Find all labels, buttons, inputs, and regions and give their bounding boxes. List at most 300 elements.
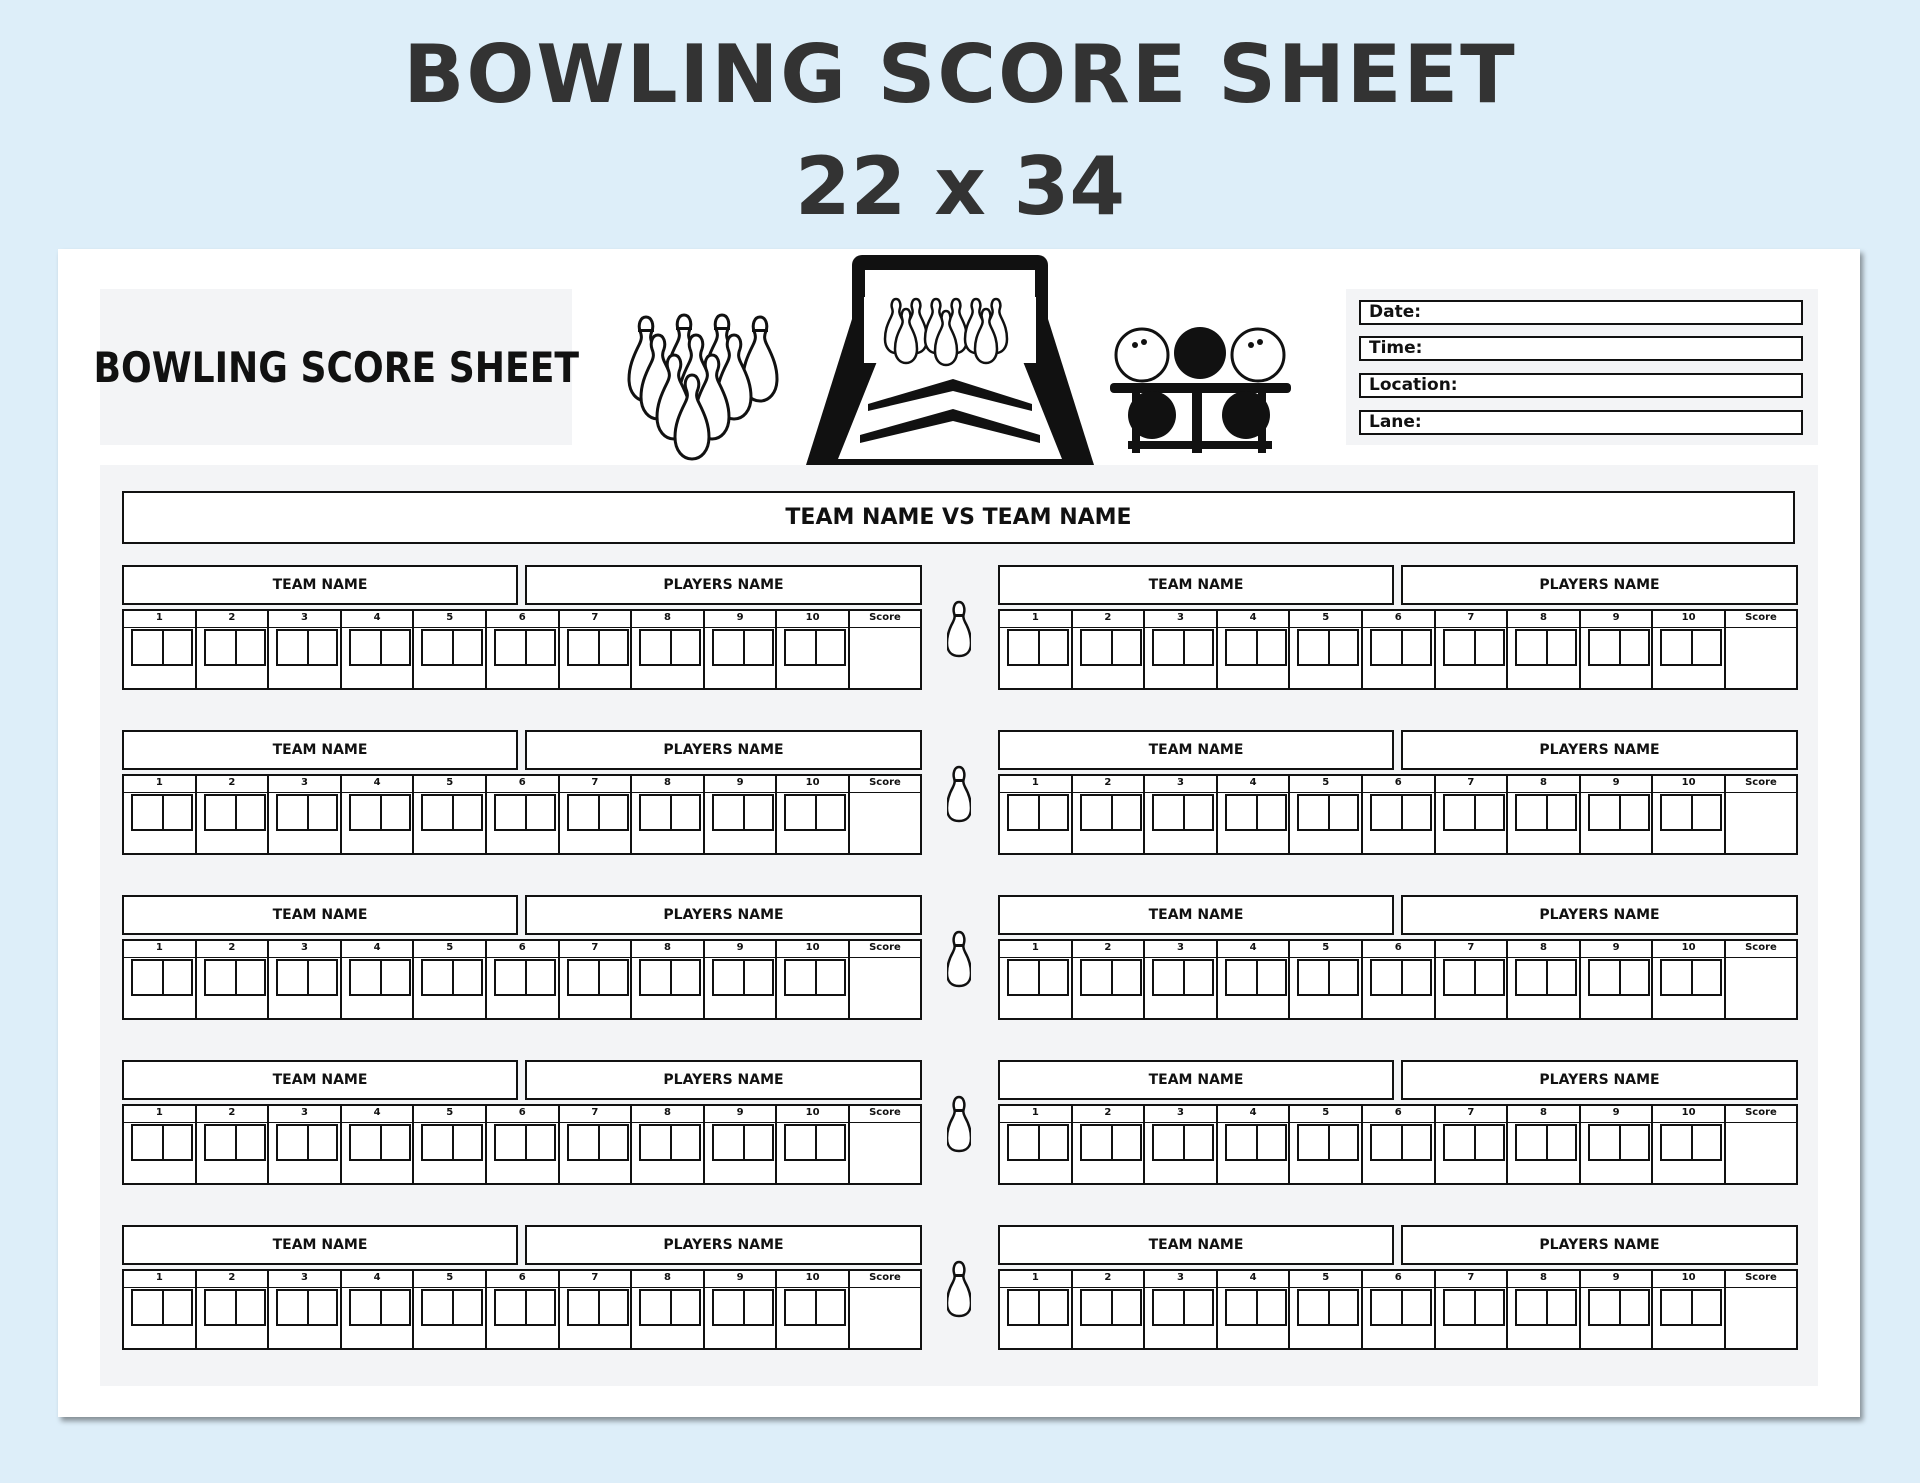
ball-boxes[interactable] — [1588, 629, 1650, 666]
frame-10[interactable] — [1653, 1106, 1726, 1183]
frame-1[interactable] — [1000, 611, 1073, 688]
frame-1[interactable] — [1000, 941, 1073, 1018]
ball-boxes[interactable] — [276, 959, 338, 996]
frame-6[interactable] — [487, 1271, 560, 1348]
total-score-cell[interactable] — [1726, 776, 1796, 853]
frame-3[interactable] — [269, 1106, 342, 1183]
frame-4[interactable] — [342, 941, 415, 1018]
ball-boxes[interactable] — [494, 794, 556, 831]
frame-8[interactable] — [1508, 611, 1581, 688]
frame-divider — [1653, 792, 1724, 793]
frame-number: 5 — [446, 942, 454, 953]
ball-boxes[interactable] — [1370, 1289, 1432, 1326]
frame-4[interactable] — [1218, 776, 1291, 853]
frame-4[interactable] — [1218, 611, 1291, 688]
frame-divider — [560, 627, 631, 628]
frame-8[interactable] — [1508, 941, 1581, 1018]
frame-6[interactable] — [487, 776, 560, 853]
ball-boxes[interactable] — [276, 1289, 338, 1326]
ball-boxes[interactable] — [1515, 794, 1577, 831]
ball-boxes[interactable] — [639, 629, 701, 666]
frame-8[interactable] — [632, 941, 705, 1018]
ball-boxes[interactable] — [349, 1289, 411, 1326]
ball-boxes[interactable] — [131, 794, 193, 831]
frame-10[interactable] — [777, 941, 850, 1018]
ball-boxes[interactable] — [1515, 1289, 1577, 1326]
ball-boxes[interactable] — [1443, 794, 1505, 831]
ball-boxes[interactable] — [421, 1289, 483, 1326]
frame-divider — [705, 627, 776, 628]
frame-3[interactable] — [1145, 1106, 1218, 1183]
frame-10[interactable] — [777, 776, 850, 853]
total-score-cell[interactable] — [1726, 611, 1796, 688]
frame-2[interactable] — [1073, 1106, 1146, 1183]
ball-boxes[interactable] — [1007, 1289, 1069, 1326]
ball-boxes[interactable] — [1152, 959, 1214, 996]
team-name-field[interactable]: TEAM NAME — [998, 1060, 1394, 1100]
ball-boxes[interactable] — [567, 794, 629, 831]
frame-6[interactable] — [487, 1106, 560, 1183]
sheet-title: BOWLING SCORE SHEET — [93, 342, 579, 392]
ball-boxes[interactable] — [1443, 629, 1505, 666]
ball-boxes[interactable] — [1515, 959, 1577, 996]
frame-divider — [1290, 627, 1361, 628]
frame-2[interactable] — [197, 611, 270, 688]
players-name-field[interactable]: PLAYERS NAME — [1401, 565, 1798, 605]
ball-boxes[interactable] — [131, 629, 193, 666]
frame-5[interactable] — [414, 611, 487, 688]
frame-7[interactable] — [1436, 776, 1509, 853]
ball-boxes[interactable] — [1152, 629, 1214, 666]
ball-boxes[interactable] — [204, 794, 266, 831]
frame-2[interactable] — [197, 776, 270, 853]
frame-number: 9 — [1612, 942, 1620, 953]
team-name-field[interactable]: TEAM NAME — [998, 895, 1394, 935]
ball-boxes[interactable] — [131, 1124, 193, 1161]
score-label: Score — [869, 942, 901, 953]
ball-boxes[interactable] — [1080, 794, 1142, 831]
frame-divider — [1508, 1122, 1579, 1123]
frame-2[interactable] — [197, 1106, 270, 1183]
frame-1[interactable] — [1000, 1106, 1073, 1183]
frame-9[interactable] — [1581, 941, 1654, 1018]
ball-boxes[interactable] — [494, 1124, 556, 1161]
frame-divider — [487, 957, 558, 958]
frame-4[interactable] — [1218, 1271, 1291, 1348]
ball-boxes[interactable] — [784, 959, 846, 996]
match-info-box — [1346, 289, 1818, 445]
frame-divider — [124, 792, 195, 793]
frame-8[interactable] — [632, 776, 705, 853]
ball-boxes[interactable] — [712, 629, 774, 666]
frame-4[interactable] — [342, 1106, 415, 1183]
frame-10[interactable] — [1653, 611, 1726, 688]
frame-9[interactable] — [705, 941, 778, 1018]
team-name-field[interactable]: TEAM NAME — [122, 1060, 518, 1100]
frame-3[interactable] — [1145, 941, 1218, 1018]
frame-divider — [632, 792, 703, 793]
frame-5[interactable] — [414, 1271, 487, 1348]
frame-number: 9 — [1612, 1272, 1620, 1283]
frame-divider — [1218, 1287, 1289, 1288]
ball-boxes[interactable] — [204, 959, 266, 996]
ball-boxes[interactable] — [639, 794, 701, 831]
frame-number: 5 — [446, 1272, 454, 1283]
frame-number: 1 — [1031, 612, 1039, 623]
frame-4[interactable] — [342, 776, 415, 853]
frame-1[interactable] — [1000, 1271, 1073, 1348]
frame-5[interactable] — [414, 941, 487, 1018]
frame-3[interactable] — [269, 611, 342, 688]
players-name-field[interactable]: PLAYERS NAME — [1401, 1060, 1798, 1100]
frame-1[interactable] — [124, 941, 197, 1018]
frame-9[interactable] — [1581, 611, 1654, 688]
ball-boxes[interactable] — [1370, 629, 1432, 666]
frame-2[interactable] — [1073, 611, 1146, 688]
ball-boxes[interactable] — [276, 794, 338, 831]
frame-divider — [1581, 1287, 1652, 1288]
frame-number: 7 — [1467, 1107, 1475, 1118]
bowling-pin-icon — [947, 930, 971, 993]
frame-number: 1 — [155, 1107, 163, 1118]
frame-7[interactable] — [1436, 1271, 1509, 1348]
frame-2[interactable] — [197, 941, 270, 1018]
frame-10[interactable] — [1653, 776, 1726, 853]
frame-number: 9 — [1612, 777, 1620, 788]
frame-number: 3 — [1177, 1272, 1184, 1283]
frame-3[interactable] — [1145, 776, 1218, 853]
frame-number: 8 — [1539, 777, 1547, 788]
total-score-cell[interactable] — [1726, 1271, 1796, 1348]
frame-5[interactable] — [1290, 776, 1363, 853]
ball-boxes[interactable] — [1370, 794, 1432, 831]
frame-5[interactable] — [1290, 1271, 1363, 1348]
frame-5[interactable] — [1290, 1106, 1363, 1183]
frame-9[interactable] — [705, 1271, 778, 1348]
scoring-block — [122, 1225, 922, 1350]
ball-boxes[interactable] — [421, 629, 483, 666]
frame-divider — [1290, 957, 1361, 958]
scoring-block — [122, 1060, 922, 1185]
frame-6[interactable] — [1363, 776, 1436, 853]
players-name-field[interactable]: PLAYERS NAME — [525, 1060, 922, 1100]
frame-divider — [1290, 1122, 1361, 1123]
ball-boxes[interactable] — [712, 794, 774, 831]
ball-boxes[interactable] — [131, 1289, 193, 1326]
frame-5[interactable] — [414, 1106, 487, 1183]
ball-boxes[interactable] — [1588, 794, 1650, 831]
ball-boxes[interactable] — [1443, 959, 1505, 996]
frame-10[interactable] — [777, 611, 850, 688]
frame-9[interactable] — [1581, 776, 1654, 853]
ball-boxes[interactable] — [1660, 959, 1722, 996]
ball-boxes[interactable] — [1588, 1124, 1650, 1161]
time-field[interactable]: Time: — [1359, 336, 1803, 361]
score-label: Score — [869, 777, 901, 788]
frame-divider — [850, 792, 920, 793]
ball-boxes[interactable] — [1225, 1289, 1287, 1326]
frame-5[interactable] — [1290, 941, 1363, 1018]
ball-boxes[interactable] — [1297, 1124, 1359, 1161]
ball-boxes[interactable] — [1588, 1289, 1650, 1326]
ball-boxes[interactable] — [1080, 1124, 1142, 1161]
frame-number: 3 — [1177, 1107, 1184, 1118]
team-name-field[interactable]: TEAM NAME — [122, 1225, 518, 1265]
frame-3[interactable] — [1145, 1271, 1218, 1348]
frame-1[interactable] — [1000, 776, 1073, 853]
frame-7[interactable] — [560, 611, 633, 688]
ball-boxes[interactable] — [276, 1124, 338, 1161]
frame-7[interactable] — [560, 1106, 633, 1183]
frame-divider — [414, 1287, 485, 1288]
date-field[interactable]: Date: — [1359, 300, 1803, 325]
frame-number: 5 — [1322, 777, 1330, 788]
ball-boxes[interactable] — [784, 629, 846, 666]
total-score-cell[interactable] — [850, 941, 920, 1018]
ball-boxes[interactable] — [421, 794, 483, 831]
frame-10[interactable] — [777, 1271, 850, 1348]
players-name-field[interactable]: PLAYERS NAME — [1401, 730, 1798, 770]
total-score-cell[interactable] — [1726, 1106, 1796, 1183]
team-name-field[interactable]: TEAM NAME — [122, 565, 518, 605]
frame-divider — [1653, 1122, 1724, 1123]
players-name-field[interactable]: PLAYERS NAME — [1401, 1225, 1798, 1265]
frame-number: 7 — [591, 942, 599, 953]
frame-3[interactable] — [269, 1271, 342, 1348]
frame-divider — [632, 1287, 703, 1288]
frame-divider — [1363, 792, 1434, 793]
frame-9[interactable] — [705, 1106, 778, 1183]
frame-8[interactable] — [1508, 1271, 1581, 1348]
matchup-title[interactable]: TEAM NAME VS TEAM NAME — [122, 491, 1795, 544]
players-name-field[interactable]: PLAYERS NAME — [525, 565, 922, 605]
frame-number: 2 — [228, 1272, 236, 1283]
frame-2[interactable] — [1073, 776, 1146, 853]
frame-number: 2 — [228, 1107, 236, 1118]
frame-number: 6 — [518, 942, 526, 953]
frame-9[interactable] — [1581, 1106, 1654, 1183]
frame-2[interactable] — [1073, 941, 1146, 1018]
frame-divider — [197, 792, 268, 793]
ball-boxes[interactable] — [1007, 629, 1069, 666]
ball-boxes[interactable] — [1297, 959, 1359, 996]
ball-boxes[interactable] — [1297, 794, 1359, 831]
frame-8[interactable] — [632, 1271, 705, 1348]
frame-4[interactable] — [342, 1271, 415, 1348]
ball-boxes[interactable] — [1515, 629, 1577, 666]
frame-1[interactable] — [124, 1271, 197, 1348]
ball-boxes[interactable] — [1660, 1289, 1722, 1326]
frame-5[interactable] — [414, 776, 487, 853]
ball-boxes[interactable] — [784, 794, 846, 831]
scoring-area — [100, 465, 1818, 1386]
ball-boxes[interactable] — [1080, 1289, 1142, 1326]
ball-boxes[interactable] — [1660, 629, 1722, 666]
frame-number: 6 — [518, 612, 526, 623]
players-name-field[interactable]: PLAYERS NAME — [1401, 895, 1798, 935]
total-score-cell[interactable] — [1726, 941, 1796, 1018]
ball-boxes[interactable] — [1080, 629, 1142, 666]
ball-boxes[interactable] — [1007, 1124, 1069, 1161]
ball-boxes[interactable] — [712, 1124, 774, 1161]
frame-number: 8 — [663, 777, 671, 788]
frame-5[interactable] — [1290, 611, 1363, 688]
frame-number: 8 — [1539, 1107, 1547, 1118]
frame-number: 1 — [155, 777, 163, 788]
ball-boxes[interactable] — [639, 959, 701, 996]
players-name-field[interactable]: PLAYERS NAME — [525, 730, 922, 770]
ball-boxes[interactable] — [1297, 629, 1359, 666]
ball-boxes[interactable] — [276, 629, 338, 666]
ball-boxes[interactable] — [1225, 629, 1287, 666]
ball-boxes[interactable] — [204, 1124, 266, 1161]
ball-boxes[interactable] — [1007, 794, 1069, 831]
frame-4[interactable] — [1218, 941, 1291, 1018]
ball-boxes[interactable] — [1225, 959, 1287, 996]
frame-1[interactable] — [124, 776, 197, 853]
frame-divider — [1653, 1287, 1724, 1288]
frame-9[interactable] — [1581, 1271, 1654, 1348]
frame-8[interactable] — [632, 1106, 705, 1183]
frame-1[interactable] — [124, 611, 197, 688]
ball-boxes[interactable] — [784, 1289, 846, 1326]
total-score-cell[interactable] — [850, 776, 920, 853]
frame-6[interactable] — [1363, 611, 1436, 688]
frame-8[interactable] — [632, 611, 705, 688]
ball-boxes[interactable] — [349, 1124, 411, 1161]
ball-boxes[interactable] — [567, 629, 629, 666]
frame-7[interactable] — [1436, 611, 1509, 688]
ball-boxes[interactable] — [1152, 1124, 1214, 1161]
team-name-field[interactable]: TEAM NAME — [998, 1225, 1394, 1265]
ball-boxes[interactable] — [1297, 1289, 1359, 1326]
ball-boxes[interactable] — [1007, 959, 1069, 996]
total-score-cell[interactable] — [850, 611, 920, 688]
ball-boxes[interactable] — [349, 794, 411, 831]
frame-divider — [342, 792, 413, 793]
ball-boxes[interactable] — [712, 959, 774, 996]
frame-2[interactable] — [197, 1271, 270, 1348]
frame-7[interactable] — [560, 776, 633, 853]
frame-divider — [1073, 1122, 1144, 1123]
ball-boxes[interactable] — [421, 959, 483, 996]
frame-7[interactable] — [1436, 1106, 1509, 1183]
ball-boxes[interactable] — [421, 1124, 483, 1161]
ball-boxes[interactable] — [567, 1124, 629, 1161]
frame-3[interactable] — [269, 776, 342, 853]
ball-boxes[interactable] — [1370, 1124, 1432, 1161]
players-name-field[interactable]: PLAYERS NAME — [525, 895, 922, 935]
frame-number: 2 — [1104, 612, 1112, 623]
frame-6[interactable] — [1363, 1106, 1436, 1183]
team-name-field[interactable]: TEAM NAME — [122, 895, 518, 935]
score-row — [998, 774, 1798, 855]
team-name-field[interactable]: TEAM NAME — [998, 565, 1394, 605]
ball-boxes[interactable] — [639, 1289, 701, 1326]
ball-boxes[interactable] — [1660, 794, 1722, 831]
ball-boxes[interactable] — [639, 1124, 701, 1161]
frame-number: 1 — [1031, 777, 1039, 788]
frame-10[interactable] — [1653, 941, 1726, 1018]
ball-boxes[interactable] — [494, 1289, 556, 1326]
ball-boxes[interactable] — [1660, 1124, 1722, 1161]
frame-7[interactable] — [1436, 941, 1509, 1018]
ball-boxes[interactable] — [1515, 1124, 1577, 1161]
frame-6[interactable] — [1363, 1271, 1436, 1348]
ball-boxes[interactable] — [204, 1289, 266, 1326]
frame-8[interactable] — [1508, 1106, 1581, 1183]
ball-boxes[interactable] — [1370, 959, 1432, 996]
ball-boxes[interactable] — [349, 959, 411, 996]
ball-boxes[interactable] — [1080, 959, 1142, 996]
frame-9[interactable] — [705, 776, 778, 853]
frame-7[interactable] — [560, 941, 633, 1018]
ball-boxes[interactable] — [1225, 1124, 1287, 1161]
frame-divider — [1726, 792, 1796, 793]
ball-boxes[interactable] — [1588, 959, 1650, 996]
ball-boxes[interactable] — [494, 629, 556, 666]
ball-boxes[interactable] — [1152, 794, 1214, 831]
frame-divider — [1073, 792, 1144, 793]
ball-boxes[interactable] — [1443, 1289, 1505, 1326]
frame-6[interactable] — [487, 611, 560, 688]
frame-divider — [560, 1287, 631, 1288]
score-row — [122, 939, 922, 1020]
ball-boxes[interactable] — [567, 959, 629, 996]
frame-divider — [777, 1122, 848, 1123]
total-score-cell[interactable] — [850, 1106, 920, 1183]
frame-1[interactable] — [124, 1106, 197, 1183]
frame-6[interactable] — [1363, 941, 1436, 1018]
frame-number: 2 — [1104, 777, 1112, 788]
frame-3[interactable] — [269, 941, 342, 1018]
ball-boxes[interactable] — [712, 1289, 774, 1326]
ball-boxes[interactable] — [494, 959, 556, 996]
frame-8[interactable] — [1508, 776, 1581, 853]
ball-boxes[interactable] — [784, 1124, 846, 1161]
frame-divider — [1508, 1287, 1579, 1288]
frame-10[interactable] — [777, 1106, 850, 1183]
ball-boxes[interactable] — [567, 1289, 629, 1326]
ball-boxes[interactable] — [349, 629, 411, 666]
team-name-field[interactable]: TEAM NAME — [998, 730, 1394, 770]
ball-boxes[interactable] — [131, 959, 193, 996]
frame-7[interactable] — [560, 1271, 633, 1348]
ball-boxes[interactable] — [204, 629, 266, 666]
location-field[interactable]: Location: — [1359, 373, 1803, 398]
frame-4[interactable] — [1218, 1106, 1291, 1183]
frame-10[interactable] — [1653, 1271, 1726, 1348]
lane-field[interactable]: Lane: — [1359, 410, 1803, 435]
frame-number: 6 — [1394, 612, 1402, 623]
players-name-field[interactable]: PLAYERS NAME — [525, 1225, 922, 1265]
frame-6[interactable] — [487, 941, 560, 1018]
frame-number: 10 — [1681, 1107, 1696, 1118]
frame-divider — [705, 1287, 776, 1288]
frame-divider — [632, 1122, 703, 1123]
frame-3[interactable] — [1145, 611, 1218, 688]
frame-number: 4 — [1249, 777, 1257, 788]
ball-boxes[interactable] — [1443, 1124, 1505, 1161]
frame-2[interactable] — [1073, 1271, 1146, 1348]
frame-9[interactable] — [705, 611, 778, 688]
total-score-cell[interactable] — [850, 1271, 920, 1348]
frame-4[interactable] — [342, 611, 415, 688]
team-name-field[interactable]: TEAM NAME — [122, 730, 518, 770]
ball-boxes[interactable] — [1152, 1289, 1214, 1326]
frame-divider — [342, 957, 413, 958]
ball-boxes[interactable] — [1225, 794, 1287, 831]
